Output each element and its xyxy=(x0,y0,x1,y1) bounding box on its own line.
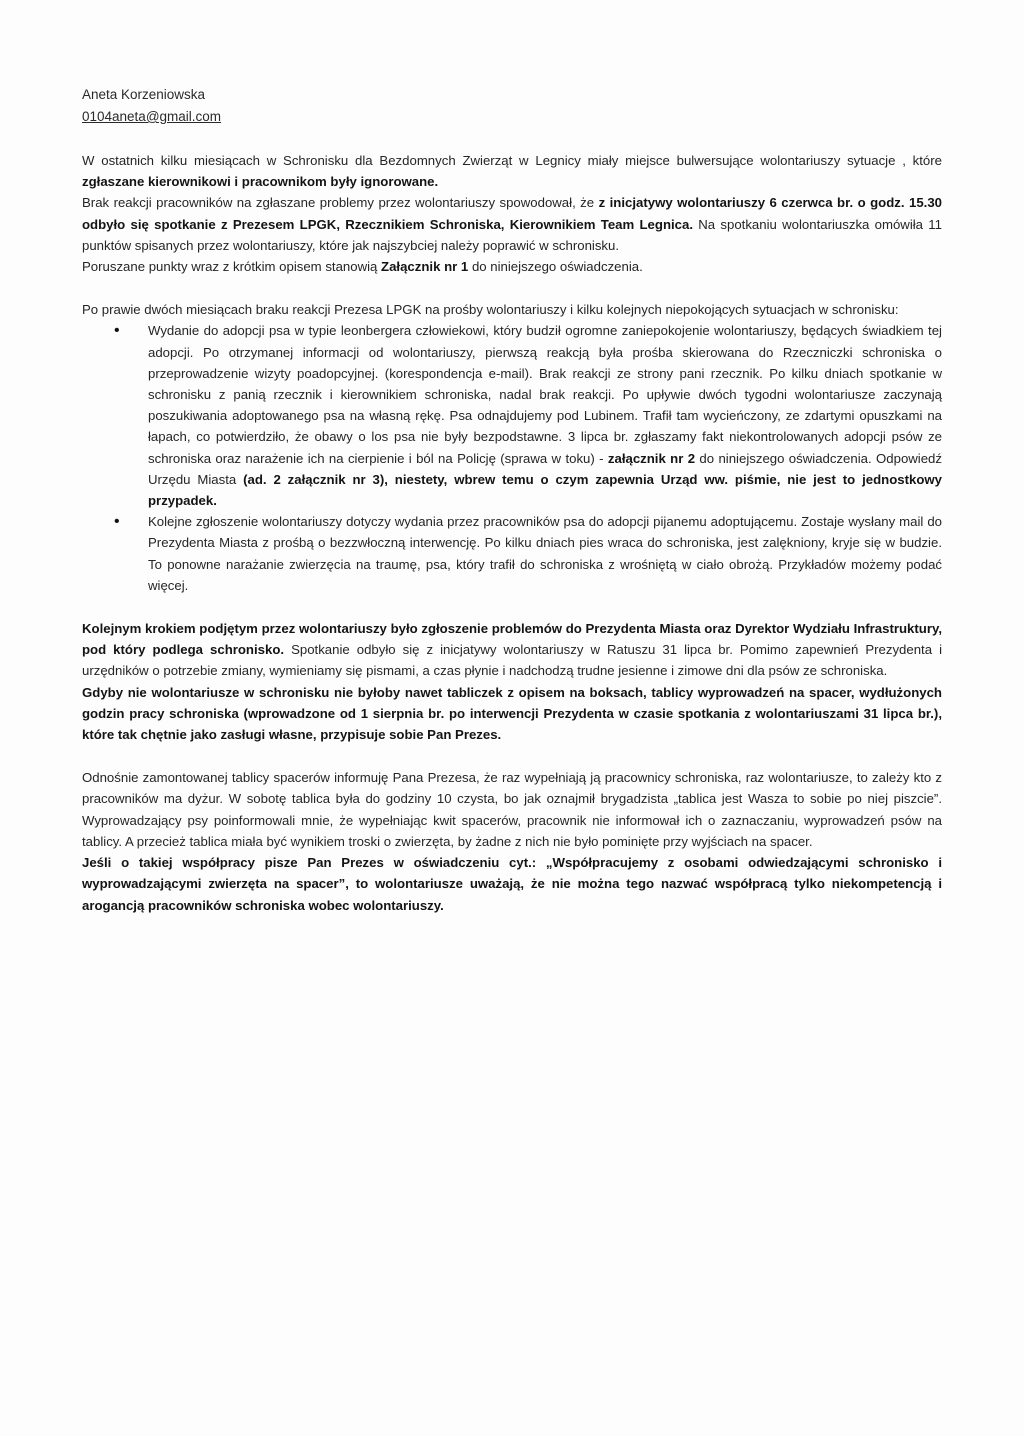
paragraph-intro xyxy=(82,150,942,192)
text-span: Na spotkaniu wolontariuszka omówiła 11 punktów spisanych przez wolontariuszy, które jak najszybciej należy poprawić w schronisku. xyxy=(82,216,942,253)
text-span: Poruszane punkty wraz z krótkim opisem stanowią xyxy=(82,259,382,275)
paragraph-walk-board: Odnośnie zamontowanej tablicy spacerów informuję Pana Prezesa, że raz wypełniają ją pracownicy schroniska, raz wolontariusze, to zależy kto z pracowników ma dyżur. W sobotę tablica była do godziny 10 czysta, bo jak oznajmił brygadzista „tablica jest Wasza to sobie po niej piszcie”. Wyprowadzający psy poinformowali mnie, że wypełniając kwit spacerów, pracownik nie informował ich o zaznaczaniu, wyprowadzeń psów na tablicy. A przecież tablica miała być wynikiem troski o zwierzęta, by żadne z nich nie było pominięte przy wyjściach na spacer. xyxy=(82,770,942,849)
letter-body xyxy=(82,150,942,916)
text-span: do niniejszego oświadczenia. xyxy=(468,259,643,275)
text-span: Spotkanie odbyło się z inicjatywy wolontariuszy w Ratuszu 31 lipca br. Pomimo zapewnień Prezydenta i urzędników o potrzebie zmiany, wymieniamy się pismami, a czas płynie i nadchodzą trudne jesienne i zimowe dni dla psów ze schroniska. xyxy=(82,642,943,679)
paragraph-meeting xyxy=(82,192,942,256)
list-item xyxy=(148,320,942,511)
paragraph-attachment-1 xyxy=(82,256,942,277)
sender-name: Aneta Korzeniowska xyxy=(82,87,206,102)
paragraph-volunteers xyxy=(82,682,942,746)
text-span: W ostatnich kilku miesiącach w Schronisku dla Bezdomnych Zwierząt w Legnicy miały miejsce bulwersujące wolontariuszy sytuacje , które xyxy=(82,153,942,168)
paragraph-situations: Po prawie dwóch miesiącach braku reakcji Prezesa LPGK na prośby wolontariuszy i kilku kolejnych niepokojących sytuacjach w schronisku: xyxy=(82,302,899,318)
bold-span: załącznik nr 2 xyxy=(607,450,696,466)
list-item: • Kolejne zgłoszenie wolontariuszy dotyczy wydania przez pracowników psa do adopcji pijanemu adoptującemu. Zostaje wysłany mail do Prezydenta Miasta z prośbą o bezzwłoczną interwencję. Po kilku dniach pies wraca do schroniska, jest zalękniony, kryje się w budzie. To ponowne narażanie zwierzęcia na traumę, psa, który trafił do schroniska z wrośniętą w ciało obrożą. Przykładów możemy podać więcej. xyxy=(148,511,942,596)
bold-span: (ad. 2 załącznik nr 3), niestety, wbrew temu o czym zapewnia Urząd ww. piśmie, nie jest to jednostkowy przypadek. xyxy=(148,471,942,509)
bold-span: z inicjatywy wolontariuszy 6 czerwca br. o godz. 15.30 odbyło się spotkanie z Prezesem LPGK, Rzecznikiem Schroniska, Kierownikiem Team Legnica. xyxy=(82,195,943,232)
situations-list xyxy=(82,320,942,596)
bold-span: zgłaszane kierownikowi i pracownikom były ignorowane. xyxy=(82,174,439,190)
text-span: do niniejszego oświadczenia. Odpowiedź Urzędu Miasta xyxy=(148,450,942,487)
paragraph-conclusion xyxy=(82,852,942,916)
text-span: Wydanie do adopcji psa w typie leonbergera człowiekowi, który budził ogromne zaniepokojenie wolontariuszy, będących świadkiem tej adopcji. Po otrzymanej informacji od wolontariuszy, pierwszą reakcją była prośba skierowana do Rzeczniczki schroniska o przeprowadzenie wizyty poadopcyjnej. (korespondencja e-mail). Brak reakcji ze strony pani rzecznik. Po kilku dniach spotkanie w schronisku z panią rzecznik i kierownikiem schroniska, nadal brak reakcji. Po upływie dwóch tygodni wolontariusze zaczynają poszukiwania adoptowanego psa na własną rękę. Psa odnajdujemy pod Lubinem. Trafił tam wycieńczony, ze zdartymi opuszkami na łapach, co potwierdziło, że obawy o los psa nie były bezpodstawne. 3 lipca br. zgłaszamy fakt niekontrolowanych adopcji psów ze schroniska oraz narażenie ich na cierpienie i ból na Policję (sprawa w toku) - xyxy=(148,323,942,466)
text-span: Brak reakcji pracowników na zgłaszane problemy przez wolontariuszy spowodował, że xyxy=(82,195,599,211)
paragraph-president xyxy=(82,618,942,682)
bold-span: Załącznik nr 1 xyxy=(381,259,469,275)
bold-span: Jeśli o takiej współpracy pisze Pan Prezes w oświadczeniu cyt.: „Współpracujemy z osobami odwiedzającymi schronisko i wyprowadzającymi zwierzęta na spacer”, to wolontariusze uważają, że nie można tego nazwać współpracą tylko niekompetencją i arogancją pracowników schroniska wobec wolontariuszy. xyxy=(82,855,942,913)
bold-span: Gdyby nie wolontariusze w schronisku nie byłoby nawet tabliczek z opisem na boksach, tablicy wyprowadzeń na spacer, wydłużonych godzin pracy schroniska (wprowadzone od 1 sierpnia br. po interwencji Prezydenta w czasie spotkania z wolontariuszami 31 lipca br.), które tak chętnie jako zasługi własne, przypisuje sobie Pan Prezes. xyxy=(82,684,942,743)
sender-email: 0104aneta@gmail.com xyxy=(82,109,222,124)
bold-span: Kolejnym krokiem podjętym przez wolontariuszy było zgłoszenie problemów do Prezydenta Miasta oraz Dyrektor Wydziału Infrastruktury, pod który podlega schronisko. xyxy=(82,621,942,658)
sender-header xyxy=(82,84,221,128)
